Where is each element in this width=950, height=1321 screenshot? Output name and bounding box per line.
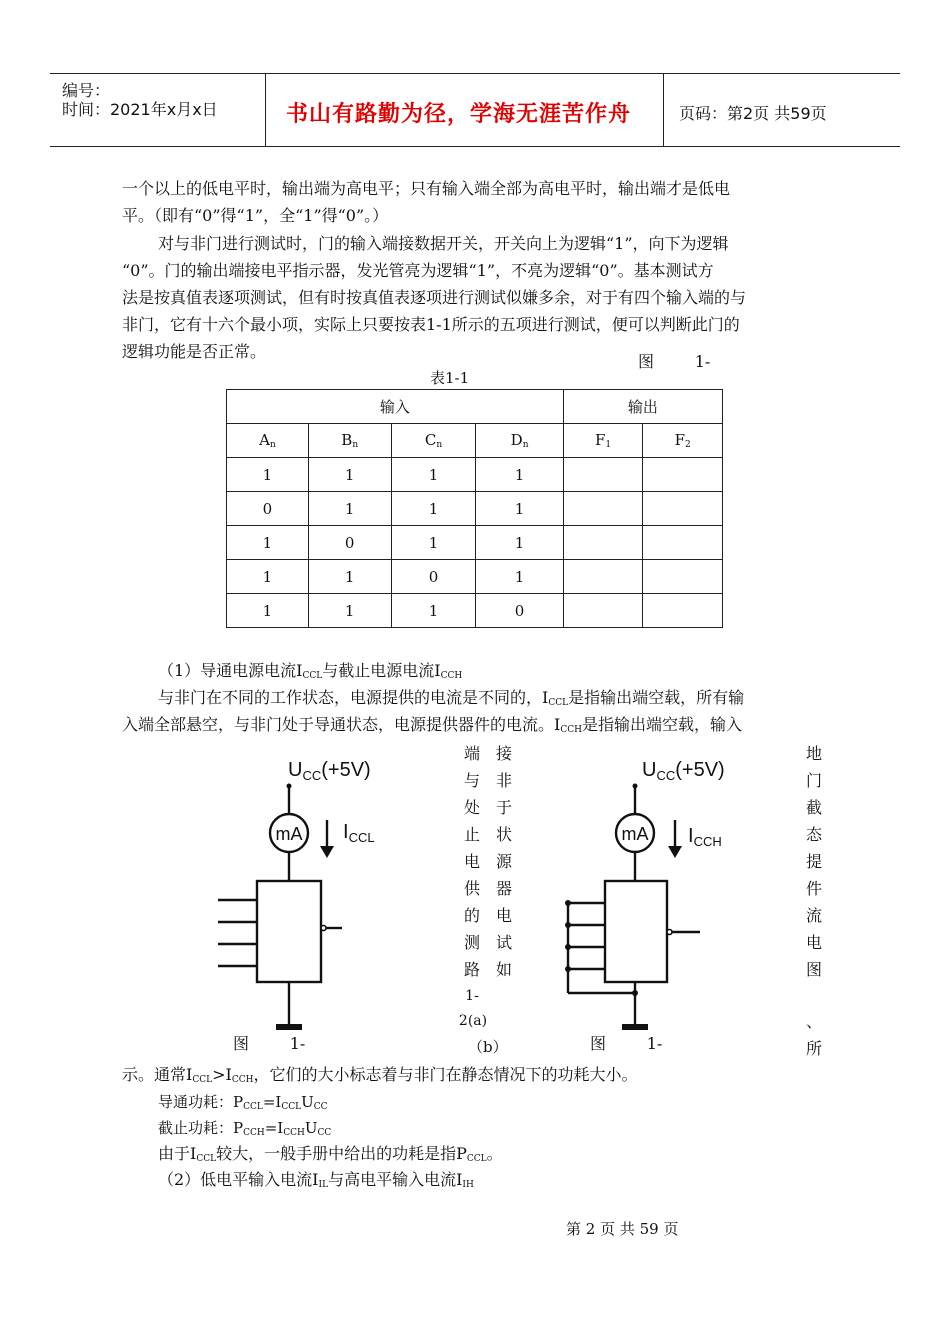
wrapped-char: 止 (463, 825, 480, 844)
table-cell: 1 (476, 492, 563, 526)
table-group-output: 输出 (563, 390, 722, 424)
figure-reference: 图 1- (638, 352, 711, 371)
wrapped-char: 源 (495, 852, 512, 871)
paragraph-line: 平。（即有“0”得“1”，全“1”得“0”。） (122, 206, 389, 225)
table-cell: 1 (476, 526, 563, 560)
section-heading: （1）导通电源电流$I_{CCL}$与截止电源电流$I_{CCH}$ (158, 661, 463, 681)
wrapped-char: 测 (463, 933, 480, 952)
table-cell: 1 (308, 492, 391, 526)
table-cell: 0 (476, 594, 563, 628)
table-cell: 1 (476, 560, 563, 594)
wrapped-char: 门 (805, 771, 822, 790)
table-cell: 1 (308, 594, 391, 628)
paragraph-line: 示。通常$I_{CCL}>I_{CCH}$，它们的大小标志着与非门在静态情况下的功耗大小。 (122, 1065, 638, 1085)
wrapped-char: 提 (805, 852, 822, 871)
table-cell (643, 560, 723, 594)
ammeter-label: mA (621, 824, 649, 844)
motto: 书山有路勤为径，学海无涯苦作舟 (286, 102, 632, 127)
paragraph-line: 法是按真值表逐项测试，但有时按真值表逐项进行测试似嫌多余，对于有四个输入端的与 (122, 288, 747, 307)
supply-label: $U_{CC}(+5V)$ (642, 759, 725, 783)
wrapped-char: 路 (463, 960, 480, 979)
column-header: $A_n$ (227, 424, 309, 458)
paragraph-line: “0”。门的输出端接电平指示器，发光管亮为逻辑“1”，不亮为逻辑“0”。基本测试方 (122, 261, 714, 280)
wrapped-char: 电 (805, 933, 822, 952)
table-cell (643, 492, 723, 526)
ammeter-label: mA (275, 824, 303, 844)
table-cell: 1 (476, 458, 563, 492)
ground-symbol (622, 1024, 648, 1030)
wrapped-char: 如 (495, 960, 512, 979)
table-cell: 1 (227, 560, 309, 594)
figure-a-label: 图 1- (233, 1034, 306, 1053)
wrapped-char: 1- (465, 988, 479, 1004)
table-cell (563, 594, 643, 628)
table-row (227, 458, 723, 492)
paragraph-line: 入端全部悬空，与非门处于导通状态，电源提供器件的电流。$I_{CCH}$是指输出端空载，输入 (122, 715, 742, 735)
table-cell: 1 (227, 526, 309, 560)
paragraph-line: 非门，它有十六个最小项，实际上只要按表1-1所示的五项进行测试，便可以判断此门的 (122, 315, 740, 334)
wrapped-char: 非 (495, 771, 512, 790)
table-cell: 0 (227, 492, 309, 526)
nand-gate (257, 881, 321, 982)
table-cell (643, 458, 723, 492)
wrapped-char: 供 (463, 879, 480, 898)
paragraph-line: 由于$I_{CCL}$较大，一般手册中给出的功耗是指$P_{CCL}$。 (158, 1144, 503, 1164)
wrapped-char: 件 (805, 879, 822, 898)
figure-b-label: （b） (468, 1038, 508, 1056)
current-label: $I_{CCL}$ (343, 821, 375, 845)
ground-symbol (276, 1024, 302, 1030)
table-cell (563, 458, 643, 492)
header-divider-1 (265, 73, 266, 146)
wrapped-char: 所 (805, 1039, 822, 1058)
table-cell: 1 (391, 594, 476, 628)
time-label: 时间：2021年x月x日 (62, 100, 218, 119)
nand-gate (605, 881, 667, 982)
paragraph-line: 与非门在不同的工作状态，电源提供的电流是不同的，$I_{CCL}$是指输出端空载，所有输 (158, 688, 745, 708)
table-cell: 1 (227, 594, 309, 628)
page-footer: 第 2 页 共 59 页 (566, 1220, 679, 1238)
on-power-formula: 导通功耗：$P_{CCL}=I_{CCL}U_{CC}$ (158, 1093, 328, 1112)
table-cell (643, 526, 723, 560)
wrapped-char: 接 (495, 744, 512, 763)
page-label: 页码：第2页 共59页 (679, 104, 827, 123)
wrapped-char: 态 (805, 825, 822, 844)
wrapped-char: 地 (805, 744, 822, 763)
wrapped-char: 截 (805, 798, 822, 817)
header-top-rule (50, 73, 900, 74)
figure-b-caption: 图 1- (590, 1034, 663, 1053)
table-row (227, 492, 723, 526)
column-header: $F_1$ (563, 424, 643, 458)
wrapped-char: 2(a) (458, 1013, 488, 1029)
off-power-formula: 截止功耗：$P_{CCH}=I_{CCH}U_{CC}$ (158, 1119, 332, 1138)
column-header: $B_n$ (308, 424, 391, 458)
table-cell: 1 (391, 458, 476, 492)
wrapped-char: 端 (463, 744, 480, 763)
serial-label: 编号： (62, 81, 111, 100)
column-header: $F_2$ (643, 424, 723, 458)
table-cell: 1 (308, 458, 391, 492)
table-cell: 0 (391, 560, 476, 594)
header-bottom-rule (50, 146, 900, 147)
table-header-row (227, 424, 723, 458)
table-cell: 1 (227, 458, 309, 492)
section-heading: （2）低电平输入电流$I_{IL}$与高电平输入电流$I_{IH}$ (158, 1170, 474, 1190)
current-label: $I_{CCH}$ (688, 825, 722, 849)
table-group-input: 输入 (227, 390, 564, 424)
column-header: $C_n$ (391, 424, 476, 458)
circuit-icch-diagram (555, 750, 755, 1040)
table-cell: 1 (391, 526, 476, 560)
table-cell (563, 492, 643, 526)
wrapped-char: 器 (495, 879, 512, 898)
table-row (227, 594, 723, 628)
circuit-iccl-diagram (210, 750, 410, 1040)
wrapped-char: 、 (805, 1012, 822, 1031)
wrapped-char: 电 (463, 852, 480, 871)
truth-table (226, 389, 723, 628)
wrapped-char: 处 (463, 798, 480, 817)
paragraph-line: 一个以上的低电平时，输出端为高电平；只有输入端全部为高电平时，输出端才是低电 (122, 179, 731, 198)
wrapped-char: 图 (805, 960, 822, 979)
wrapped-char: 电 (495, 906, 512, 925)
paragraph-line: 对与非门进行测试时，门的输入端接数据开关，开关向上为逻辑“1”，向下为逻辑 (158, 234, 729, 253)
table-cell: 1 (391, 492, 476, 526)
wrapped-char: 的 (463, 906, 480, 925)
table-cell (643, 594, 723, 628)
column-header: $D_n$ (476, 424, 563, 458)
table-cell (563, 526, 643, 560)
wrapped-char: 与 (463, 771, 480, 790)
wrapped-char: 流 (805, 906, 822, 925)
supply-label: $U_{CC}(+5V)$ (288, 759, 371, 783)
table-cell: 0 (308, 526, 391, 560)
table-row (227, 560, 723, 594)
table-caption: 表1-1 (430, 369, 470, 387)
wrapped-char: 状 (495, 825, 512, 844)
wrapped-char: 于 (495, 798, 512, 817)
wrapped-char: 试 (495, 933, 512, 952)
table-cell: 1 (308, 560, 391, 594)
table-row (227, 526, 723, 560)
header-divider-2 (663, 73, 664, 146)
paragraph-line: 逻辑功能是否正常。 (122, 342, 267, 361)
table-cell (563, 560, 643, 594)
